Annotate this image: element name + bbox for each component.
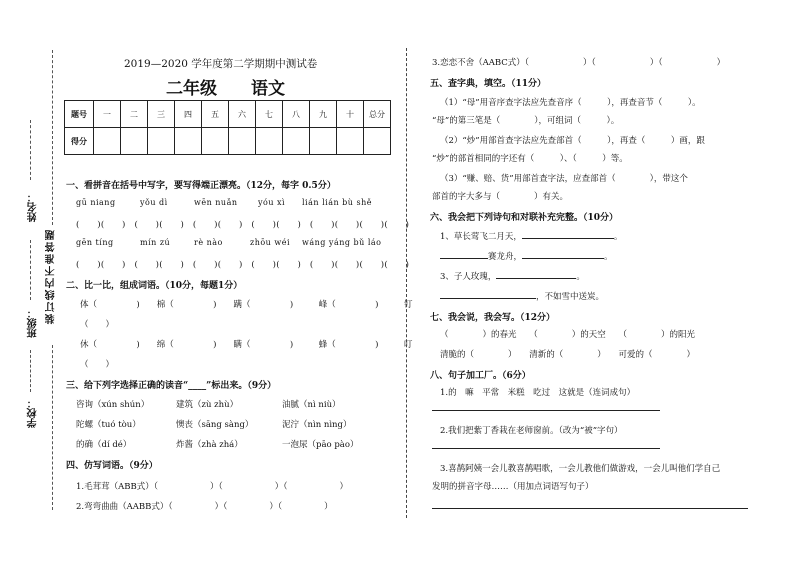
score-input-cell[interactable] [229,128,256,155]
imitate-item-3[interactable] [432,56,725,68]
answer-boxes-row-1[interactable]: ( )( ) ( )( ) ( )( ) ( )( ) ( )( )( )( ) [76,220,410,230]
seal-line-top [52,50,53,225]
poem-blank[interactable] [440,298,536,299]
imitate-bracket: ） [324,502,333,512]
score-table-score-row [65,128,391,155]
compare-item: ) 叮 [375,340,413,350]
score-input-cell[interactable] [94,128,121,155]
compare-item: ) 绵（ [136,340,174,350]
compare-item: ) 蜂（ [289,340,336,350]
compare-row-2 [80,338,412,350]
imitate-prompt: 1.毛茸茸（ABB式）（ [76,482,158,492]
score-input-cell[interactable] [364,128,391,155]
answer-line[interactable] [432,508,748,509]
compare-item: ) 钉 [375,300,413,310]
poem-line-4[interactable] [440,290,604,302]
score-table-row-label: 得分 [65,128,94,155]
dictionary-line[interactable]: （3）“赚、赔、货”用部首查字法，应查部首（ ），带这个 [440,174,688,184]
section-3-title: 三、给下列字选择正确的读音“____”标出来。（9分） [66,381,277,391]
pinyin-item: mín zú [140,238,171,247]
poem-punct: 。 [576,272,585,282]
dictionary-line[interactable]: “母”的第三笔是（ ），可组词（ ）。 [432,116,620,126]
poem-blank[interactable] [522,258,604,259]
sentence-question-2: 2.我们把紫丁香栽在老师窗前。（改为“被”字句） [440,426,623,436]
imitate-item-1[interactable] [76,480,348,492]
reading-choice[interactable]: 一泡尿（pāo pào） [282,440,359,450]
poem-punct: 。 [604,252,613,262]
answer-line[interactable] [432,448,660,449]
pinyin-item: wáng yáng bǔ láo [302,238,382,247]
imitate-item-2[interactable] [76,500,333,512]
reading-choice[interactable]: 建筑（zù zhù） [176,400,239,410]
poem-text: 赛龙舟， [488,252,523,262]
section-1-title: 一、看拼音在括号中写字，要写得端正漂亮。（12分，每字 0.5分） [66,181,336,191]
compare-item: 休（ [80,340,98,350]
score-table-header-row [65,101,391,128]
section-6-title: 六、我会把下列诗句和对联补充完整。（10分） [430,213,619,223]
compare-item: ) 蹒（ [213,300,251,310]
score-input-cell[interactable] [310,128,337,155]
score-header-cell: 三 [148,101,175,128]
poem-blank[interactable] [440,258,488,259]
score-header-cell: 二 [121,101,148,128]
poem-blank[interactable] [522,238,614,239]
score-header-cell: 六 [229,101,256,128]
class-underline [30,240,31,300]
pinyin-item: zhōu wéi [250,238,291,247]
school-label: 学校： [28,398,39,428]
score-table-row-label: 题号 [65,101,94,128]
imitate-bracket: ）（ [269,502,283,512]
score-input-cell[interactable] [121,128,148,155]
reading-choice[interactable]: 的确（dí dé） [76,440,132,450]
section-7-title: 七、我会说，我会写。（12分） [430,313,556,323]
poem-punct: 。 [613,232,623,242]
pinyin-item: rè nào [194,238,223,247]
poem-line-2[interactable] [440,250,613,262]
pinyin-item: yóu xì [258,198,286,207]
section-4-title: 四、仿写词语。（9分） [66,461,158,471]
sentence-question-3a: 3.喜鹊阿姨一会儿教喜鹊唱歌，一会儿教他们做游戏，一会儿叫他们学自己 [440,464,721,474]
dictionary-line[interactable]: （2）“炒”用部首查字法应先查部首（ ），再查（ ）画，跟 [440,136,705,146]
pinyin-item: lián lián bù shě [302,198,372,207]
seal-warning: 装订线内不准答题 [46,228,57,324]
dictionary-line[interactable]: （1）“母”用音序查字法应先查音序（ ），再查音节（ ）。 [440,98,701,108]
score-input-cell[interactable] [337,128,364,155]
phrase-fill-row-1[interactable]: （ ）的春光 （ ）的天空 （ ）的阳光 [440,330,696,340]
compare-item: ) 瞒（ [213,340,251,350]
score-header-cell: 九 [310,101,337,128]
page-fold-divider [406,48,407,518]
section-2-title: 二、比一比，组成词语。（10分，每题1分） [66,281,243,291]
section-5-title: 五、查字典，填空。（11分） [430,79,547,89]
imitate-bracket: ）（ [649,58,663,68]
poem-line-3[interactable] [440,270,585,282]
score-input-cell[interactable] [283,128,310,155]
imitate-bracket: ）（ [583,58,596,68]
dictionary-line[interactable]: 部首的字大多与（ ）有关。 [432,192,569,202]
score-input-cell[interactable] [256,128,283,155]
score-header-cell: 四 [175,101,202,128]
reading-choice[interactable]: 咨询（xún shún） [76,400,150,410]
compare-answer[interactable]: （ ） [80,320,115,330]
score-header-cell: 八 [283,101,310,128]
score-header-cell: 五 [202,101,229,128]
imitate-bracket: ） [716,58,726,68]
poem-blank[interactable] [496,278,576,279]
imitate-bracket: ）（ [274,482,288,492]
pinyin-item: wēn nuǎn [194,198,238,207]
dictionary-line[interactable]: “炒”的部首相同的字还有（ ）、（ ）等。 [432,154,628,164]
exam-subtitle: 二年级 语文 [166,79,285,99]
imitate-bracket: ）（ [210,482,223,492]
score-header-cell: 总分 [364,101,391,128]
score-input-cell[interactable] [148,128,175,155]
class-label: 班级： [28,308,39,338]
score-header-cell: 一 [94,101,121,128]
sentence-question-3b: 发明的拼音字母……（用加点词语写句子） [432,482,594,492]
reading-choice[interactable]: 陀螺（tuó tòu） [76,420,141,430]
imitate-prompt: 2.弯弯曲曲（AABB式）（ [76,502,173,512]
answer-line[interactable] [432,410,660,411]
score-input-cell[interactable] [175,128,202,155]
name-label: 姓名： [28,192,39,222]
school-underline [30,350,31,392]
reading-choice[interactable]: 炸酱（zhà zhá） [176,440,243,450]
poem-line-1[interactable] [440,230,622,242]
section-8-title: 八、句子加工厂。（6分） [430,371,531,381]
pinyin-item: yǒu dì [140,198,168,207]
score-table [64,100,391,155]
phrase-fill-row-2[interactable]: 清脆的（ ） 清新的（ ） 可爱的（ ） [440,350,696,360]
poem-text: ，不如雪中送炭。 [536,292,605,302]
seal-line-bottom [52,345,53,510]
imitate-prompt: 3.恋恋不舍（AABC式）（ [432,58,530,68]
sentence-question-1: 1.的 嘛 平常 米糕 吃过 这就是（连词成句） [440,388,636,398]
score-header-cell: 十 [337,101,364,128]
reading-choice[interactable]: 油腻（nì niù） [282,400,341,410]
compare-row-1 [80,298,412,310]
compare-item: 体（ [80,300,98,310]
compare-item: ) 峰（ [289,300,336,310]
imitate-bracket: ）（ [214,502,228,512]
compare-answer[interactable]: （ ） [80,360,115,370]
compare-item: ) 棉（ [136,300,174,310]
score-input-cell[interactable] [202,128,229,155]
name-underline [30,120,31,180]
answer-boxes-row-2[interactable]: ( )( ) ( )( ) ( )( ) ( )( ) ( )( )( )( ) [76,260,410,270]
poem-text: 3、子人玫瑰， [440,272,497,282]
pinyin-item: gēn tíng [76,238,114,247]
pinyin-item: gū niang [76,198,116,207]
reading-choice[interactable]: 懊丧（sāng sàng） [176,420,254,430]
poem-text: 1、草长莺飞二月天， [440,232,522,242]
exam-title: 2019—2020 学年度第二学期期中测试卷 [124,58,318,70]
imitate-bracket: ） [339,482,349,492]
score-header-cell: 七 [256,101,283,128]
reading-choice[interactable]: 泥泞（nìn nìng） [282,420,352,430]
